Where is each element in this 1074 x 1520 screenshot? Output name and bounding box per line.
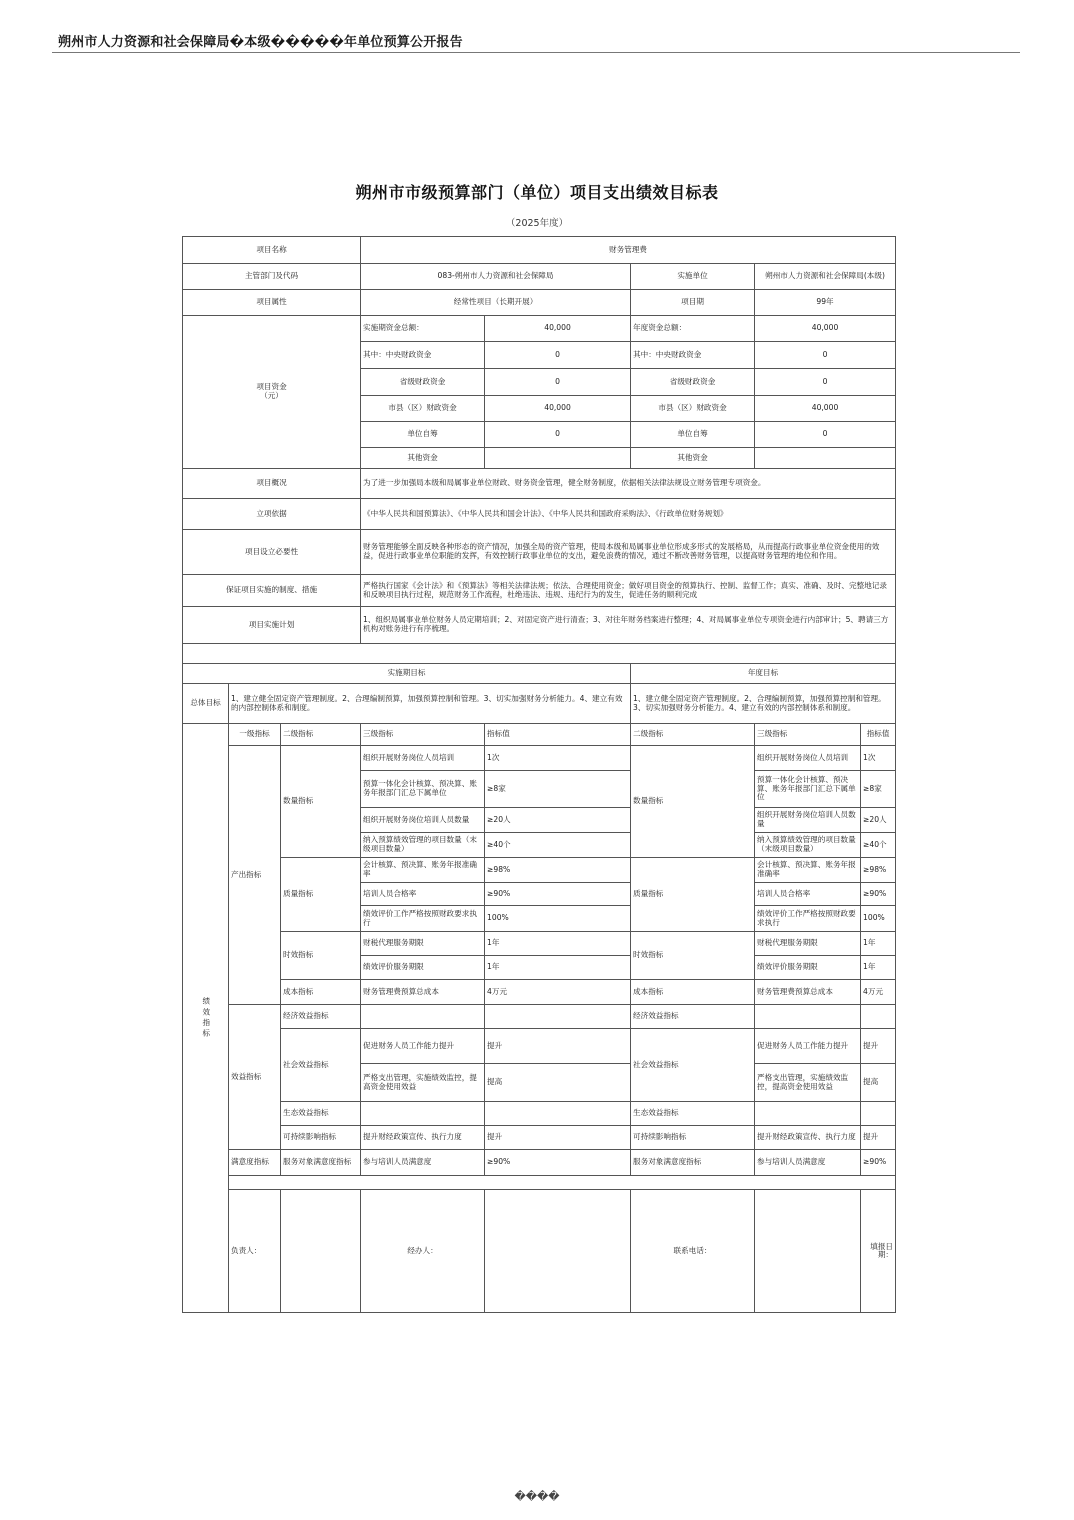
- indicator-value-year: [861, 1102, 896, 1126]
- measures-text: 严格执行国家《会计法》和《预算法》等相关法律法规；依法、合理使用资金；做好项目资金的预算执行、控制、监督工作；真实、准确、及时、完整地记录和反映项目执行过程，规范财务工作流程，杜绝违法、违规、违纪行为的发生，促进任务的顺利完成: [361, 575, 896, 607]
- indicator-value-year: 100%: [861, 906, 896, 932]
- indicator-l3: 提升财经政策宣传、执行力度: [361, 1126, 485, 1150]
- col-level2: 二级指标: [281, 724, 361, 746]
- project-name-value: 财务管理费: [361, 237, 896, 264]
- indicator-value: 4万元: [485, 980, 631, 1005]
- project-period-label: 项目期: [631, 290, 755, 316]
- indicator-l3: 组织开展财务岗位人员培训: [361, 746, 485, 771]
- timeliness-indicator-year: 时效指标: [631, 932, 755, 980]
- fund-key-impl: 其中：中央财政资金: [361, 342, 485, 369]
- phone-label: 联系电话：: [631, 1190, 755, 1313]
- project-name-label: 项目名称: [183, 237, 361, 264]
- economic-indicator-year: 经济效益指标: [631, 1005, 755, 1029]
- service-indicator: 服务对象满意度指标: [281, 1150, 361, 1176]
- page-number: ����: [514, 1490, 560, 1503]
- impl-unit-value: 朔州市人力资源和社会保障局(本级): [755, 264, 896, 290]
- indicator-l3: 会计核算、预决算、账务年报准确率: [361, 858, 485, 883]
- quantity-indicator-year: 数量指标: [631, 746, 755, 858]
- fund-key-impl: 省级财政资金: [361, 369, 485, 396]
- fund-value-impl: [485, 448, 631, 469]
- basis-text: 《中华人民共和国预算法》、《中华人民共和国会计法》、《中华人民共和国政府采购法》、《行政单位财务规划》: [361, 499, 896, 530]
- indicator-value: ≥8家: [485, 771, 631, 808]
- cost-indicator-year: 成本指标: [631, 980, 755, 1005]
- perf-indicator-label: 绩效指标: [183, 724, 229, 1313]
- plan-text: 1、组织局属事业单位财务人员定期培训；2、对固定资产进行清查；3、对往年财务档案进行整理；4、对局属事业单位专项资金进行内部审计；5、聘请三方机构对账务进行有序梳理。: [361, 607, 896, 644]
- indicator-l3-year: 纳入预算绩效管理的项目数量（末级项目数量）: [755, 833, 861, 858]
- running-header: 朔州市人力资源和社会保障局�本级�����年单位预算公开报告: [58, 35, 463, 50]
- indicator-value-year: ≥20人: [861, 808, 896, 833]
- owner-value: [281, 1190, 361, 1313]
- indicator-l3-year: 财税代理服务期限: [755, 932, 861, 956]
- indicator-value: [485, 1005, 631, 1029]
- fund-value-year: 40,000: [755, 316, 896, 342]
- necessity-text: 财务管理能够全面反映各种形态的资产情况，加强全局的资产管理，使局本级和局属事业单位形成多形式的发展格局，从而提高行政事业单位资金使用的效益，促进行政事业单位职能的发挥，有效控制行政事业单位的支出，避免浪费的情况，通过不断改善财务管理，以提高财务管理的地位和作用。: [361, 530, 896, 575]
- indicator-value: ≥98%: [485, 858, 631, 883]
- fund-key-year: 其中：中央财政资金: [631, 342, 755, 369]
- indicator-value-year: 1年: [861, 956, 896, 980]
- dept-label: 主管部门及代码: [183, 264, 361, 290]
- document-title: 朔州市市级预算部门（单位）项目支出绩效目标表: [355, 183, 719, 202]
- indicator-l3-year: [755, 1005, 861, 1029]
- col-value-year: 指标值: [861, 724, 896, 746]
- sustainable-indicator-year: 可持续影响指标: [631, 1126, 755, 1150]
- year-goal-header: 年度目标: [631, 664, 896, 684]
- year-goal-text: 1、建立健全固定资产管理制度。2、合理编制预算，加强预算控制和管理。3、切实加强财务分析能力。4、建立有效的内部控制体系和制度。: [631, 684, 896, 724]
- handler-value: [485, 1190, 631, 1313]
- fund-key-impl: 其他资金: [361, 448, 485, 469]
- indicator-l3-year: 组织开展财务岗位人员培训: [755, 746, 861, 771]
- fund-value-year: 0: [755, 369, 896, 396]
- indicator-l3: 财税代理服务期限: [361, 932, 485, 956]
- indicator-l3: 财务管理费预算总成本: [361, 980, 485, 1005]
- indicator-l3-year: 财务管理费预算总成本: [755, 980, 861, 1005]
- fund-key-year: 市县（区）财政资金: [631, 396, 755, 422]
- indicator-value-year: 提高: [861, 1064, 896, 1102]
- indicator-l3-year: 组织开展财务岗位培训人员数量: [755, 808, 861, 833]
- funds-label: [183, 316, 361, 469]
- spacer-row: [229, 1176, 896, 1190]
- indicator-value-year: 提升: [861, 1126, 896, 1150]
- indicator-value: ≥90%: [485, 1150, 631, 1176]
- indicator-value: 100%: [485, 906, 631, 932]
- indicator-value: 提高: [485, 1064, 631, 1102]
- indicator-value: 提升: [485, 1126, 631, 1150]
- impl-unit-label: 实施单位: [631, 264, 755, 290]
- indicator-l3-year: 预算一体化会计核算、预决算、账务年报部门汇总下属单位: [755, 771, 861, 808]
- fund-value-impl: 0: [485, 369, 631, 396]
- indicator-value-year: 4万元: [861, 980, 896, 1005]
- fund-key-impl: 市县（区）财政资金: [361, 396, 485, 422]
- social-indicator-year: 社会效益指标: [631, 1029, 755, 1102]
- indicator-l3: 纳入预算绩效管理的项目数量（末级项目数量）: [361, 833, 485, 858]
- fund-key-year: 省级财政资金: [631, 369, 755, 396]
- indicator-l3: 绩效评价工作严格按照财政要求执行: [361, 906, 485, 932]
- sustainable-indicator: 可持续影响指标: [281, 1126, 361, 1150]
- project-attr-label: 项目属性: [183, 290, 361, 316]
- impl-goal-header: 实施期目标: [183, 664, 631, 684]
- indicator-l3-year: 参与培训人员满意度: [755, 1150, 861, 1176]
- fund-value-year: [755, 448, 896, 469]
- ecological-indicator: 生态效益指标: [281, 1102, 361, 1126]
- overview-label: 项目概况: [183, 469, 361, 499]
- indicator-value: ≥20人: [485, 808, 631, 833]
- indicator-l3-year: [755, 1102, 861, 1126]
- fund-key-impl: 单位自筹: [361, 422, 485, 448]
- spacer-row: [183, 644, 896, 664]
- handler-label: 经办人：: [361, 1190, 485, 1313]
- indicator-value: ≥90%: [485, 883, 631, 906]
- fund-key-impl: 实施期资金总额：: [361, 316, 485, 342]
- indicator-value: 1年: [485, 932, 631, 956]
- quality-indicator-year: 质量指标: [631, 858, 755, 932]
- fund-value-impl: 0: [485, 342, 631, 369]
- indicator-value: [485, 1102, 631, 1126]
- fund-value-impl: 40,000: [485, 316, 631, 342]
- indicator-l3-year: 培训人员合格率: [755, 883, 861, 906]
- indicator-value: 1次: [485, 746, 631, 771]
- indicator-value-year: [861, 1005, 896, 1029]
- ecological-indicator-year: 生态效益指标: [631, 1102, 755, 1126]
- funds-label-text: 项目资金: [256, 382, 287, 392]
- fund-value-impl: 0: [485, 422, 631, 448]
- indicator-value-year: 1年: [861, 932, 896, 956]
- col-level2-year: 二级指标: [631, 724, 755, 746]
- basis-label: 立项依据: [183, 499, 361, 530]
- quantity-indicator: 数量指标: [281, 746, 361, 858]
- fund-value-impl: 40,000: [485, 396, 631, 422]
- col-level3: 三级指标: [361, 724, 485, 746]
- overview-text: 为了进一步加强局本级和局属事业单位财政、财务资金管理，健全财务制度，依据相关法律法规设立财务管理专项资金。: [361, 469, 896, 499]
- indicator-l3: 绩效评价服务期限: [361, 956, 485, 980]
- overall-goal-label: 总体目标: [183, 684, 229, 724]
- social-indicator: 社会效益指标: [281, 1029, 361, 1102]
- document-year: （2025年度）: [505, 218, 569, 229]
- fund-value-year: 0: [755, 422, 896, 448]
- indicator-value-year: ≥90%: [861, 1150, 896, 1176]
- fund-value-year: 0: [755, 342, 896, 369]
- fund-key-year: 年度资金总额：: [631, 316, 755, 342]
- indicator-value-year: 提升: [861, 1029, 896, 1064]
- col-level1: 一级指标: [229, 724, 281, 746]
- indicator-l3-year: 绩效评价服务期限: [755, 956, 861, 980]
- quality-indicator: 质量指标: [281, 858, 361, 932]
- indicator-value-year: ≥40个: [861, 833, 896, 858]
- indicator-l3: [361, 1005, 485, 1029]
- satisfaction-indicator: 满意度指标: [229, 1150, 281, 1176]
- indicator-l3: 严格支出管理，实施绩效监控，提高资金使用效益: [361, 1064, 485, 1102]
- indicator-l3-year: 绩效评价工作严格按照财政要求执行: [755, 906, 861, 932]
- service-indicator-year: 服务对象满意度指标: [631, 1150, 755, 1176]
- col-value: 指标值: [485, 724, 631, 746]
- project-period-value: 99年: [755, 290, 896, 316]
- indicator-value-year: ≥90%: [861, 883, 896, 906]
- date-label: 填报日期：: [861, 1190, 896, 1313]
- timeliness-indicator: 时效指标: [281, 932, 361, 980]
- indicator-l3: 参与培训人员满意度: [361, 1150, 485, 1176]
- cost-indicator: 成本指标: [281, 980, 361, 1005]
- funds-unit: （元）: [260, 391, 283, 400]
- indicator-l3: 促进财务人员工作能力提升: [361, 1029, 485, 1064]
- indicator-l3-year: 提升财经政策宣传、执行力度: [755, 1126, 861, 1150]
- indicator-l3-year: 严格支出管理，实施绩效监控，提高资金使用效益: [755, 1064, 861, 1102]
- measures-label: 保证项目实施的制度、措施: [183, 575, 361, 607]
- fund-value-year: 40,000: [755, 396, 896, 422]
- header-rule: [52, 52, 1020, 53]
- fund-key-year: 单位自筹: [631, 422, 755, 448]
- owner-label: 负责人：: [229, 1190, 281, 1313]
- indicator-l3: 预算一体化会计核算、预决算、账务年报部门汇总下属单位: [361, 771, 485, 808]
- indicator-l3: 培训人员合格率: [361, 883, 485, 906]
- fund-key-year: 其他资金: [631, 448, 755, 469]
- plan-label: 项目实施计划: [183, 607, 361, 644]
- indicator-value: 提升: [485, 1029, 631, 1064]
- benefit-indicator: 效益指标: [229, 1005, 281, 1150]
- indicator-value: ≥40个: [485, 833, 631, 858]
- necessity-label: 项目设立必要性: [183, 530, 361, 575]
- indicator-l3-year: 会计核算、预决算、账务年报准确率: [755, 858, 861, 883]
- indicator-value: 1年: [485, 956, 631, 980]
- indicator-l3: 组织开展财务岗位培训人员数量: [361, 808, 485, 833]
- project-attr-value: 经常性项目（长期开展）: [361, 290, 631, 316]
- impl-goal-text: 1、建立健全固定资产管理制度。2、合理编制预算，加强预算控制和管理。3、切实加强财务分析能力。4、建立有效的内部控制体系和制度。: [229, 684, 631, 724]
- performance-goal-table: [182, 236, 896, 1313]
- indicator-value-year: ≥8家: [861, 771, 896, 808]
- phone-value: [755, 1190, 861, 1313]
- indicator-value-year: 1次: [861, 746, 896, 771]
- col-level3-year: 三级指标: [755, 724, 861, 746]
- indicator-l3: [361, 1102, 485, 1126]
- dept-value: 083-朔州市人力资源和社会保障局: [361, 264, 631, 290]
- indicator-value-year: ≥98%: [861, 858, 896, 883]
- economic-indicator: 经济效益指标: [281, 1005, 361, 1029]
- output-indicator: 产出指标: [229, 746, 281, 1005]
- indicator-l3-year: 促进财务人员工作能力提升: [755, 1029, 861, 1064]
